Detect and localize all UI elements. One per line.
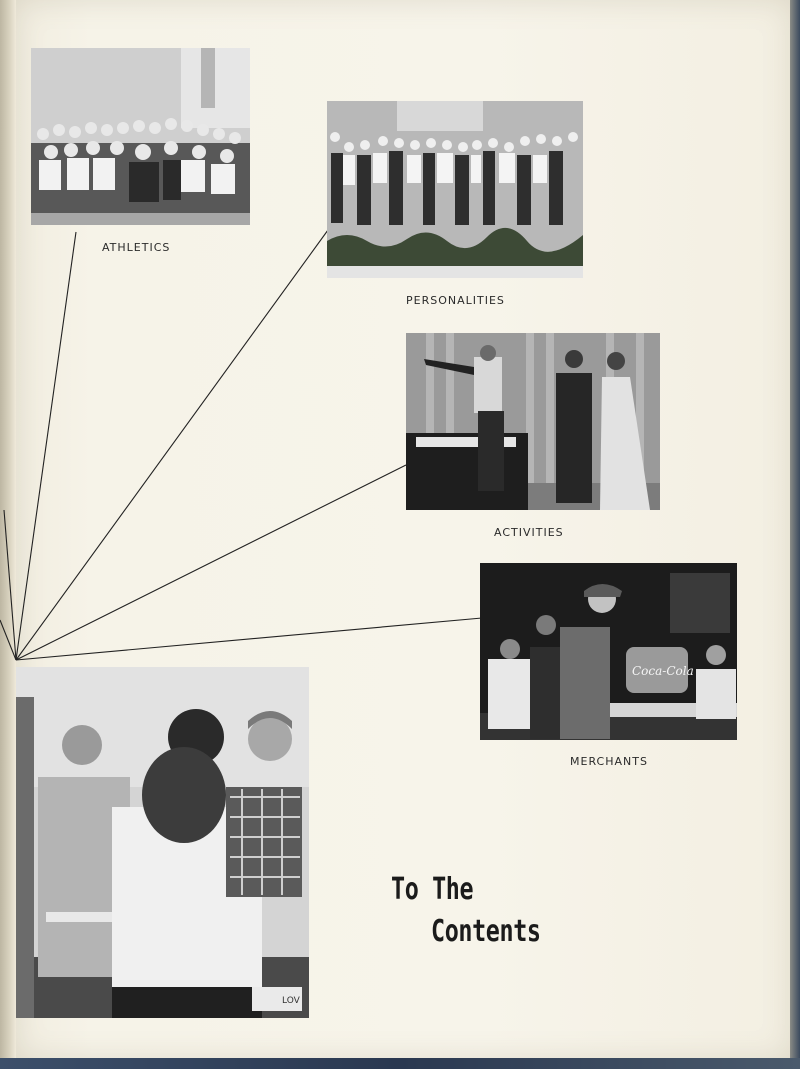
merchants-photo [480, 563, 737, 740]
students-photo [16, 667, 309, 1018]
activities-photo [406, 333, 660, 510]
book-spine [0, 0, 16, 1069]
athletics-caption: ATHLETICS [102, 241, 171, 254]
personalities-caption: PERSONALITIES [406, 294, 505, 307]
page-right-edge [790, 0, 800, 1069]
contents-heading-line1: To The [391, 872, 474, 907]
coca-cola-sign: Coca-Cola [632, 664, 694, 678]
contents-heading-line2: Contents [431, 914, 541, 949]
personalities-photo [327, 101, 583, 278]
box-label: LOV [282, 996, 300, 1006]
merchants-caption: MERCHANTS [570, 755, 648, 768]
athletics-photo [31, 48, 250, 225]
activities-caption: ACTIVITIES [494, 526, 564, 539]
page-bottom-edge [0, 1058, 800, 1069]
